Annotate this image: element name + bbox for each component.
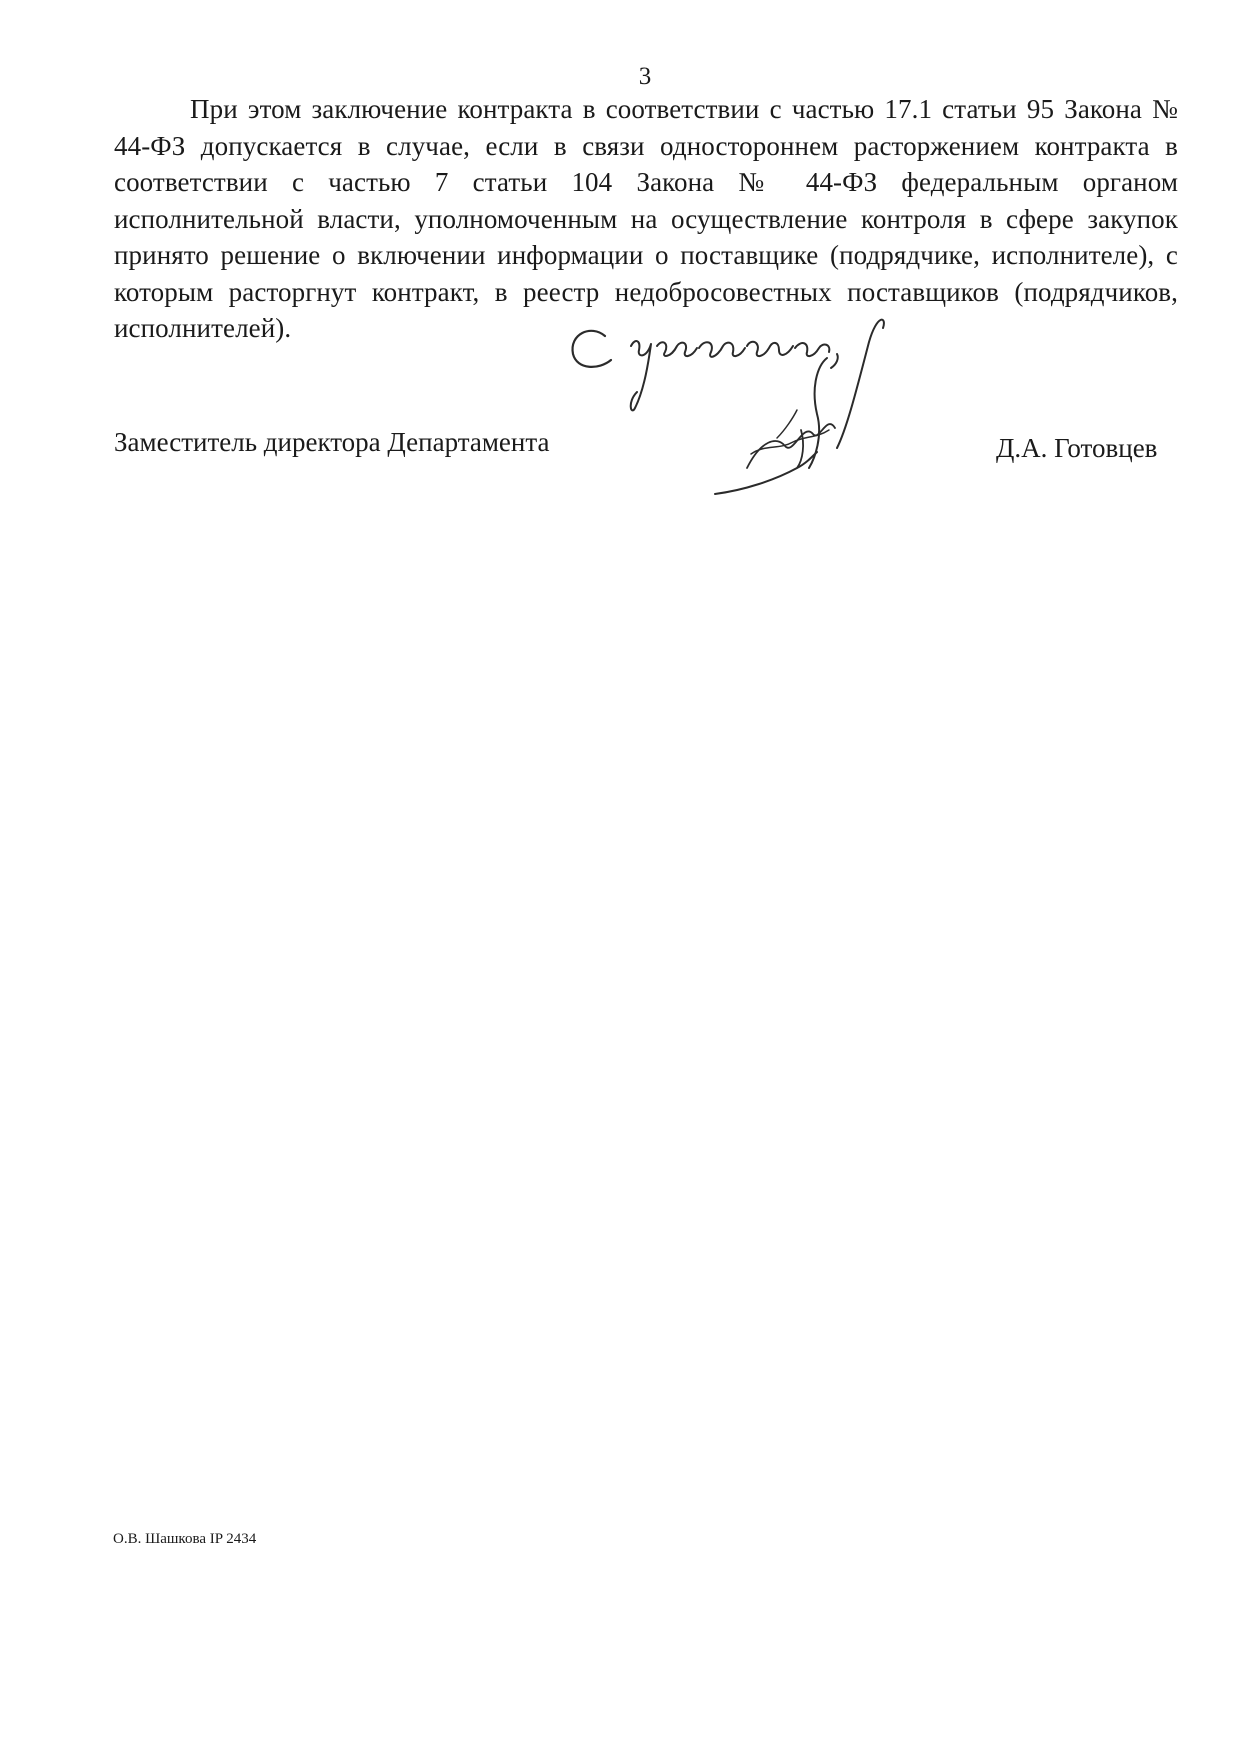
- signer-name: Д.А. Готовцев: [996, 433, 1158, 463]
- executor-note: О.В. Шашкова IP 2434: [113, 1531, 257, 1547]
- signer-position: Заместитель директора Департамента: [114, 427, 550, 457]
- handwritten-signature: [565, 318, 985, 508]
- page-number: 3: [638, 63, 652, 90]
- body-paragraph: При этом заключение контракта в соответствии с частью 17.1 статьи 95 Закона № 44-ФЗ допускается в случае, если в связи одностороннем расторжением контракта в соответствии с частью 7 статьи 104 Закона № 44-ФЗ федеральным органом исполнительной власти, уполномоченным на осуществление контроля в сфере закупок принято решение о включении информации о поставщике (подрядчике, исполнителе), с которым расторгнут контракт, в реестр недобросовестных поставщиков (подрядчиков, исполнителей).: [114, 94, 1178, 343]
- document-body: [114, 91, 1178, 347]
